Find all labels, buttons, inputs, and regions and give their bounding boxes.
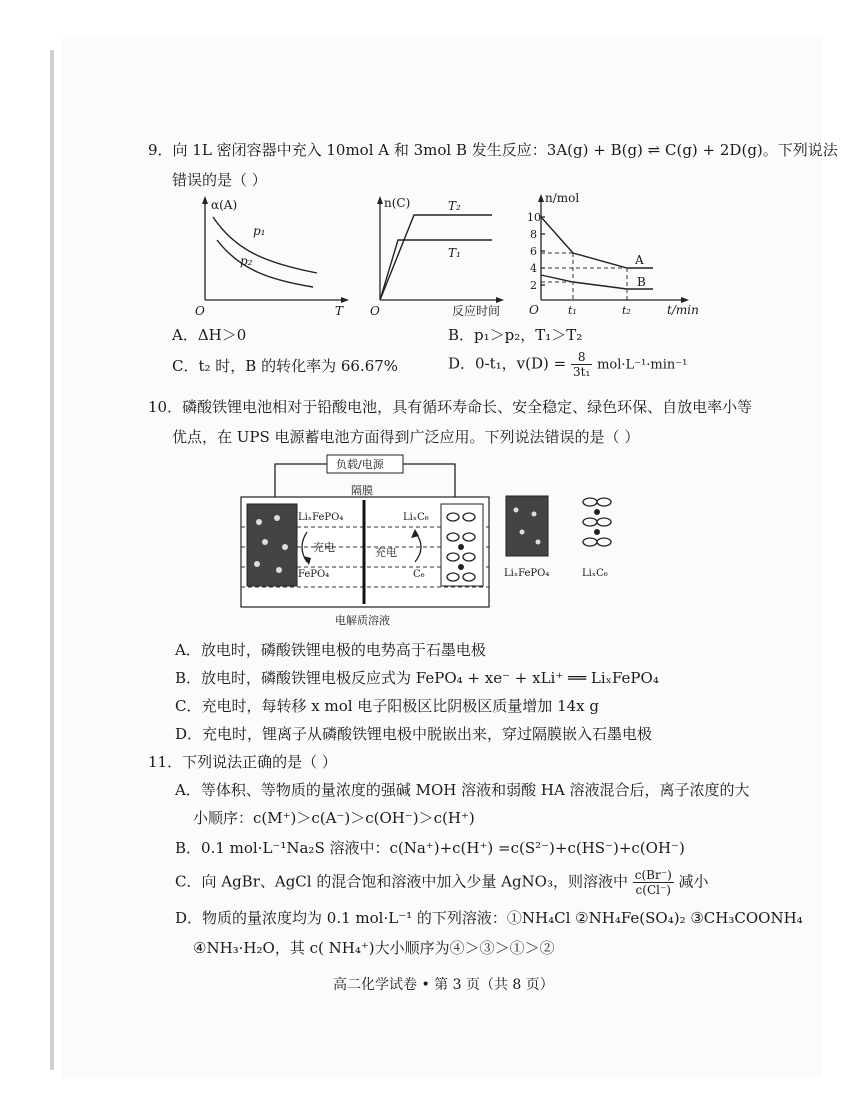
g2-xlabel: 反应时间 — [452, 304, 501, 318]
q9-option-a: A．ΔH＞0 — [172, 326, 247, 344]
g3-t2: t₂ — [622, 304, 631, 317]
diagram-charge-right: 充电 — [375, 546, 397, 559]
g1-ylabel: α(A) — [211, 198, 238, 212]
q9-graph-alpha-vs-T — [195, 195, 355, 320]
diagram-left-top-label: LiₓFePO₄ — [298, 512, 344, 523]
g2-origin: O — [370, 304, 380, 318]
q9-stem-line2: 错误的是（ ） — [172, 171, 267, 189]
diagram-charge-left: 充电 — [313, 541, 335, 554]
g2-T2: T₂ — [448, 199, 461, 213]
g1-xlabel: T — [335, 304, 344, 318]
g2-ylabel: n(C) — [384, 196, 411, 210]
q11-option-c — [175, 868, 709, 897]
q11-option-a-line1: A．等体积、等物质的量浓度的强碱 MOH 溶液和弱酸 HA 溶液混合后，离子浓度的大 — [175, 781, 750, 799]
q10-option-c: C．充电时，每转移 x mol 电子阳极区比阴极区质量增加 14x g — [175, 697, 599, 715]
diagram-left-bottom-label: FePO₄ — [298, 569, 330, 580]
q9-option-b: B．p₁＞p₂，T₁＞T₂ — [448, 326, 583, 344]
q11-option-c-prefix: C．向 AgBr、AgCl 的混合饱和溶液中加入少量 AgNO₃，则溶液中 — [175, 872, 628, 891]
q11-option-c-numerator: c(Br⁻) — [634, 868, 672, 882]
g3-ytick-8: 8 — [530, 228, 537, 241]
g3-ytick-4: 4 — [530, 262, 537, 275]
diagram-membrane-label: 隔膜 — [351, 484, 373, 497]
q9-graph-nC-vs-time — [370, 195, 510, 320]
diagram-right-bottom-label: C₆ — [413, 569, 425, 580]
q10-battery-diagram — [235, 452, 495, 632]
g1-p2: p₂ — [240, 254, 253, 268]
legend-lixfepo4: LiₓFePO₄ — [504, 568, 550, 579]
q10-option-d: D．充电时，锂离子从磷酸铁锂电极中脱嵌出来，穿过隔膜嵌入石墨电极 — [175, 725, 653, 743]
q10-legend-structures — [500, 492, 640, 582]
q11-option-d-line1: D．物质的量浓度均为 0.1 mol·L⁻¹ 的下列溶液：①NH₄Cl ②NH₄Fe(SO₄)₂ ③CH₃COONH₄ — [175, 909, 803, 927]
q10-option-a: A．放电时，磷酸铁锂电极的电势高于石墨电极 — [175, 641, 486, 659]
q11-option-c-fraction — [633, 868, 674, 897]
g1-p1: p₁ — [253, 224, 266, 238]
q10-stem-line1: 10．磷酸铁锂电池相对于铅酸电池，具有循环寿命长、安全稳定、绿色环保、自放电率小等 — [148, 398, 753, 416]
q9-stem-line1: 9．向 1L 密闭容器中充入 10mol A 和 3mol B 发生反应：3A(g) + B(g) ⇌ C(g) + 2D(g)。下列说法 — [148, 141, 838, 159]
g3-ytick-10: 10 — [527, 211, 541, 224]
page-edge-shadow — [50, 50, 54, 1070]
diagram-right-top-label: LiₓC₆ — [403, 512, 429, 523]
q9-option-d-numerator: 8 — [571, 350, 592, 365]
q10-option-b: B．放电时，磷酸铁锂电极反应式为 FePO₄ + xe⁻ + xLi⁺ ══ LiₓFePO₄ — [175, 669, 659, 687]
q9-graph-n-vs-t — [525, 190, 715, 320]
diagram-electrolyte-label: 电解质溶液 — [335, 614, 390, 627]
q9-option-d-fraction — [571, 350, 592, 379]
q11-option-c-suffix: 减小 — [678, 872, 709, 891]
q10-stem-line2: 优点，在 UPS 电源蓄电池方面得到广泛应用。下列说法错误的是（ ） — [172, 428, 640, 446]
g3-curve-A-label: A — [635, 253, 644, 267]
g3-curve-B-label: B — [637, 275, 646, 289]
g3-ylabel: n/mol — [545, 191, 580, 205]
g1-origin: O — [195, 304, 205, 318]
legend-lixc6: LiₓC₆ — [582, 568, 608, 579]
q9-option-d — [448, 350, 687, 379]
page-footer: 高二化学试卷 • 第 3 页（共 8 页） — [333, 977, 554, 993]
g3-ytick-6: 6 — [530, 245, 537, 258]
g3-ytick-2: 2 — [530, 279, 537, 292]
g3-xlabel: t/min — [667, 303, 699, 317]
q9-option-d-unit: mol·L⁻¹·min⁻¹ — [597, 357, 688, 373]
q11-option-c-denominator: c(Cl⁻) — [635, 883, 671, 897]
q11-option-a-line2: 小顺序：c(M⁺)＞c(A⁻)＞c(OH⁻)＞c(H⁺) — [193, 809, 475, 827]
g3-origin: O — [529, 303, 539, 317]
q9-option-d-prefix: D．0-t₁，v(D) = — [448, 354, 567, 373]
g3-t1: t₁ — [568, 304, 577, 317]
q9-option-c: C．t₂ 时，B 的转化率为 66.67% — [172, 357, 399, 375]
g2-T1: T₁ — [448, 246, 461, 260]
q11-option-d-line2: ④NH₃·H₂O，其 c( NH₄⁺)大小顺序为④＞③＞①＞② — [193, 939, 555, 957]
diagram-load-label: 负载/电源 — [336, 458, 384, 471]
q11-option-b: B．0.1 mol·L⁻¹Na₂S 溶液中：c(Na⁺)+c(H⁺) =c(S²⁻)+c(HS⁻)+c(OH⁻) — [175, 839, 685, 857]
q9-option-d-denominator: 3t₁ — [573, 365, 591, 379]
q11-stem: 11．下列说法正确的是（ ） — [148, 753, 337, 771]
